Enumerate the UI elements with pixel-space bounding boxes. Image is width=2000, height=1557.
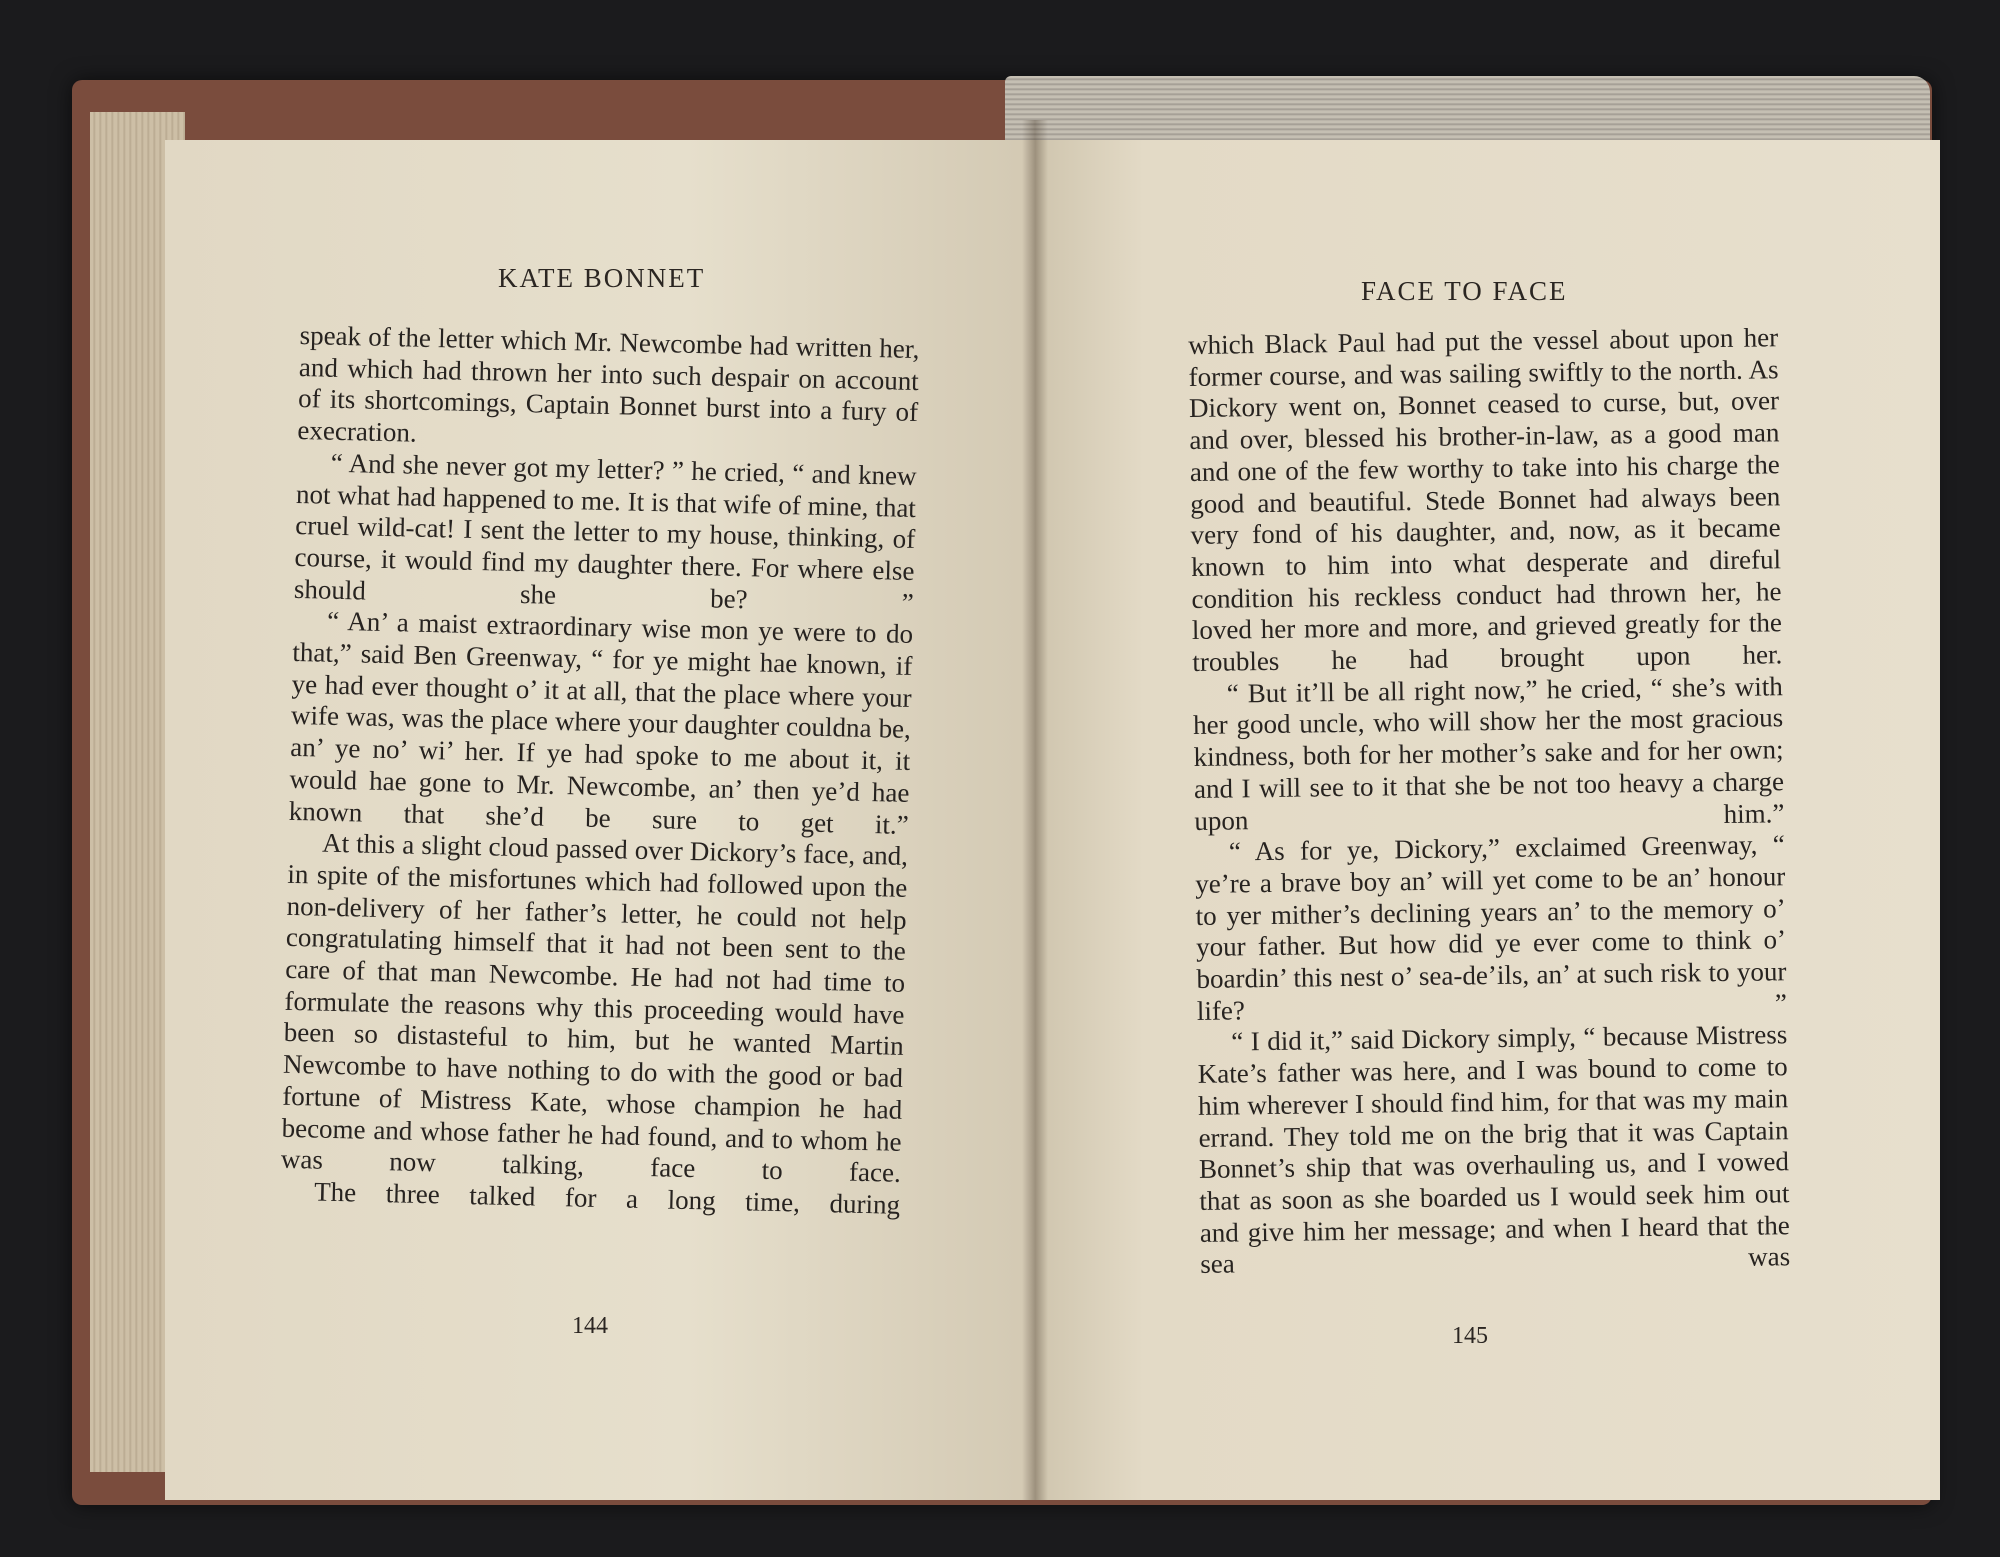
page-edges-top bbox=[1005, 76, 1930, 148]
left-paragraph: The three talked for a long time, during bbox=[313, 1176, 901, 1220]
book-gutter bbox=[1022, 120, 1048, 1500]
left-page-number: 144 bbox=[572, 1313, 608, 1339]
left-page-text bbox=[280, 320, 920, 1222]
right-page-number: 145 bbox=[1452, 1323, 1488, 1349]
left-paragraph: At this a slight cloud passed over Dickory’s face, and, in spite of the misfortunes which had followed upon the non-delivery of her father’s letter, he could not help congratulating himself that it had not been sent to the care of that man Newcombe. He had not had time to formulate the reasons why this proceeding would have been so distasteful to him, but he wanted Martin Newcombe to have nothing to do with the good or bad fortune of Mistress Kate, whose champion he had become and whose father he had found, and to whom he was now talking, face to face. bbox=[280, 827, 909, 1189]
left-paragraph: speak of the letter which Mr. Newcombe had written her, and which had thrown her into such despair on account of its shortcomings, Captain Bonnet burst into a fury of execration. bbox=[297, 320, 920, 448]
right-paragraph: “ But it’ll be all right now,” he cried, “ she’s with her good uncle, who will show her the most gracious kindness, both for her mother’s sake and for her own; and I will see to it that she be not too heavy a charge upon him.” bbox=[1192, 670, 1785, 836]
right-page-text bbox=[1188, 322, 1790, 1281]
left-paragraph: “ And she never got my letter? ” he cried, “ and knew not what had happened to me. It is that wife of mine, that cruel wild-cat! I sent the letter to my house, thinking, of course, it would find my daughter there. For where else should she be? ” bbox=[293, 447, 917, 618]
right-paragraph: “ I did it,” said Dickory simply, “ because Mistress Kate’s father was here, and I was bound to come to him wherever I should find him, for that was my main errand. They told me on the brig that it was Captain Bonnet’s ship that was overhauling us, and I vowed that as soon as she boarded us I would seek him out and give him her message; and when I heard that the sea was bbox=[1197, 1019, 1791, 1280]
right-paragraph: which Black Paul had put the vessel about upon her former course, and was sailing swiftly to the north. As Dickory went on, Bonnet ceased to curse, but, over and over, blessed his brother-in-law, as a good man and one of the few worthy to take into his charge the good and beautiful. Stede Bonnet had always been very fond of his daughter, and, now, as it became known to him into what desperate and direful condition his reckless conduct had thrown her, he loved her more and more, and grieved greatly for the troubles he had brought upon her. bbox=[1188, 322, 1783, 678]
left-paragraph: “ An’ a maist extraordinary wise mon ye were to do that,” said Ben Greenway, “ for ye might hae known, if ye had ever thought o’ it at all, that the place where your wife was, was the place where your daughter couldna be, an’ ye no’ wi’ her. If ye had spoke to me about it, it would hae gone to Mr. Newcombe, an’ then ye’d hae known that she’d be sure to get it.” bbox=[288, 606, 914, 840]
right-paragraph: “ As for ye, Dickory,” exclaimed Greenway, “ ye’re a brave boy an’ will yet come to be an’ honour to yer mither’s declining years an’ to the memory o’ your father. But how did ye ever come to think o’ boardin’ this nest o’ sea-de’ils, an’ at such risk to your life? ” bbox=[1195, 829, 1788, 1026]
left-running-head: KATE BONNET bbox=[498, 263, 706, 293]
right-running-head: FACE TO FACE bbox=[1361, 276, 1568, 306]
